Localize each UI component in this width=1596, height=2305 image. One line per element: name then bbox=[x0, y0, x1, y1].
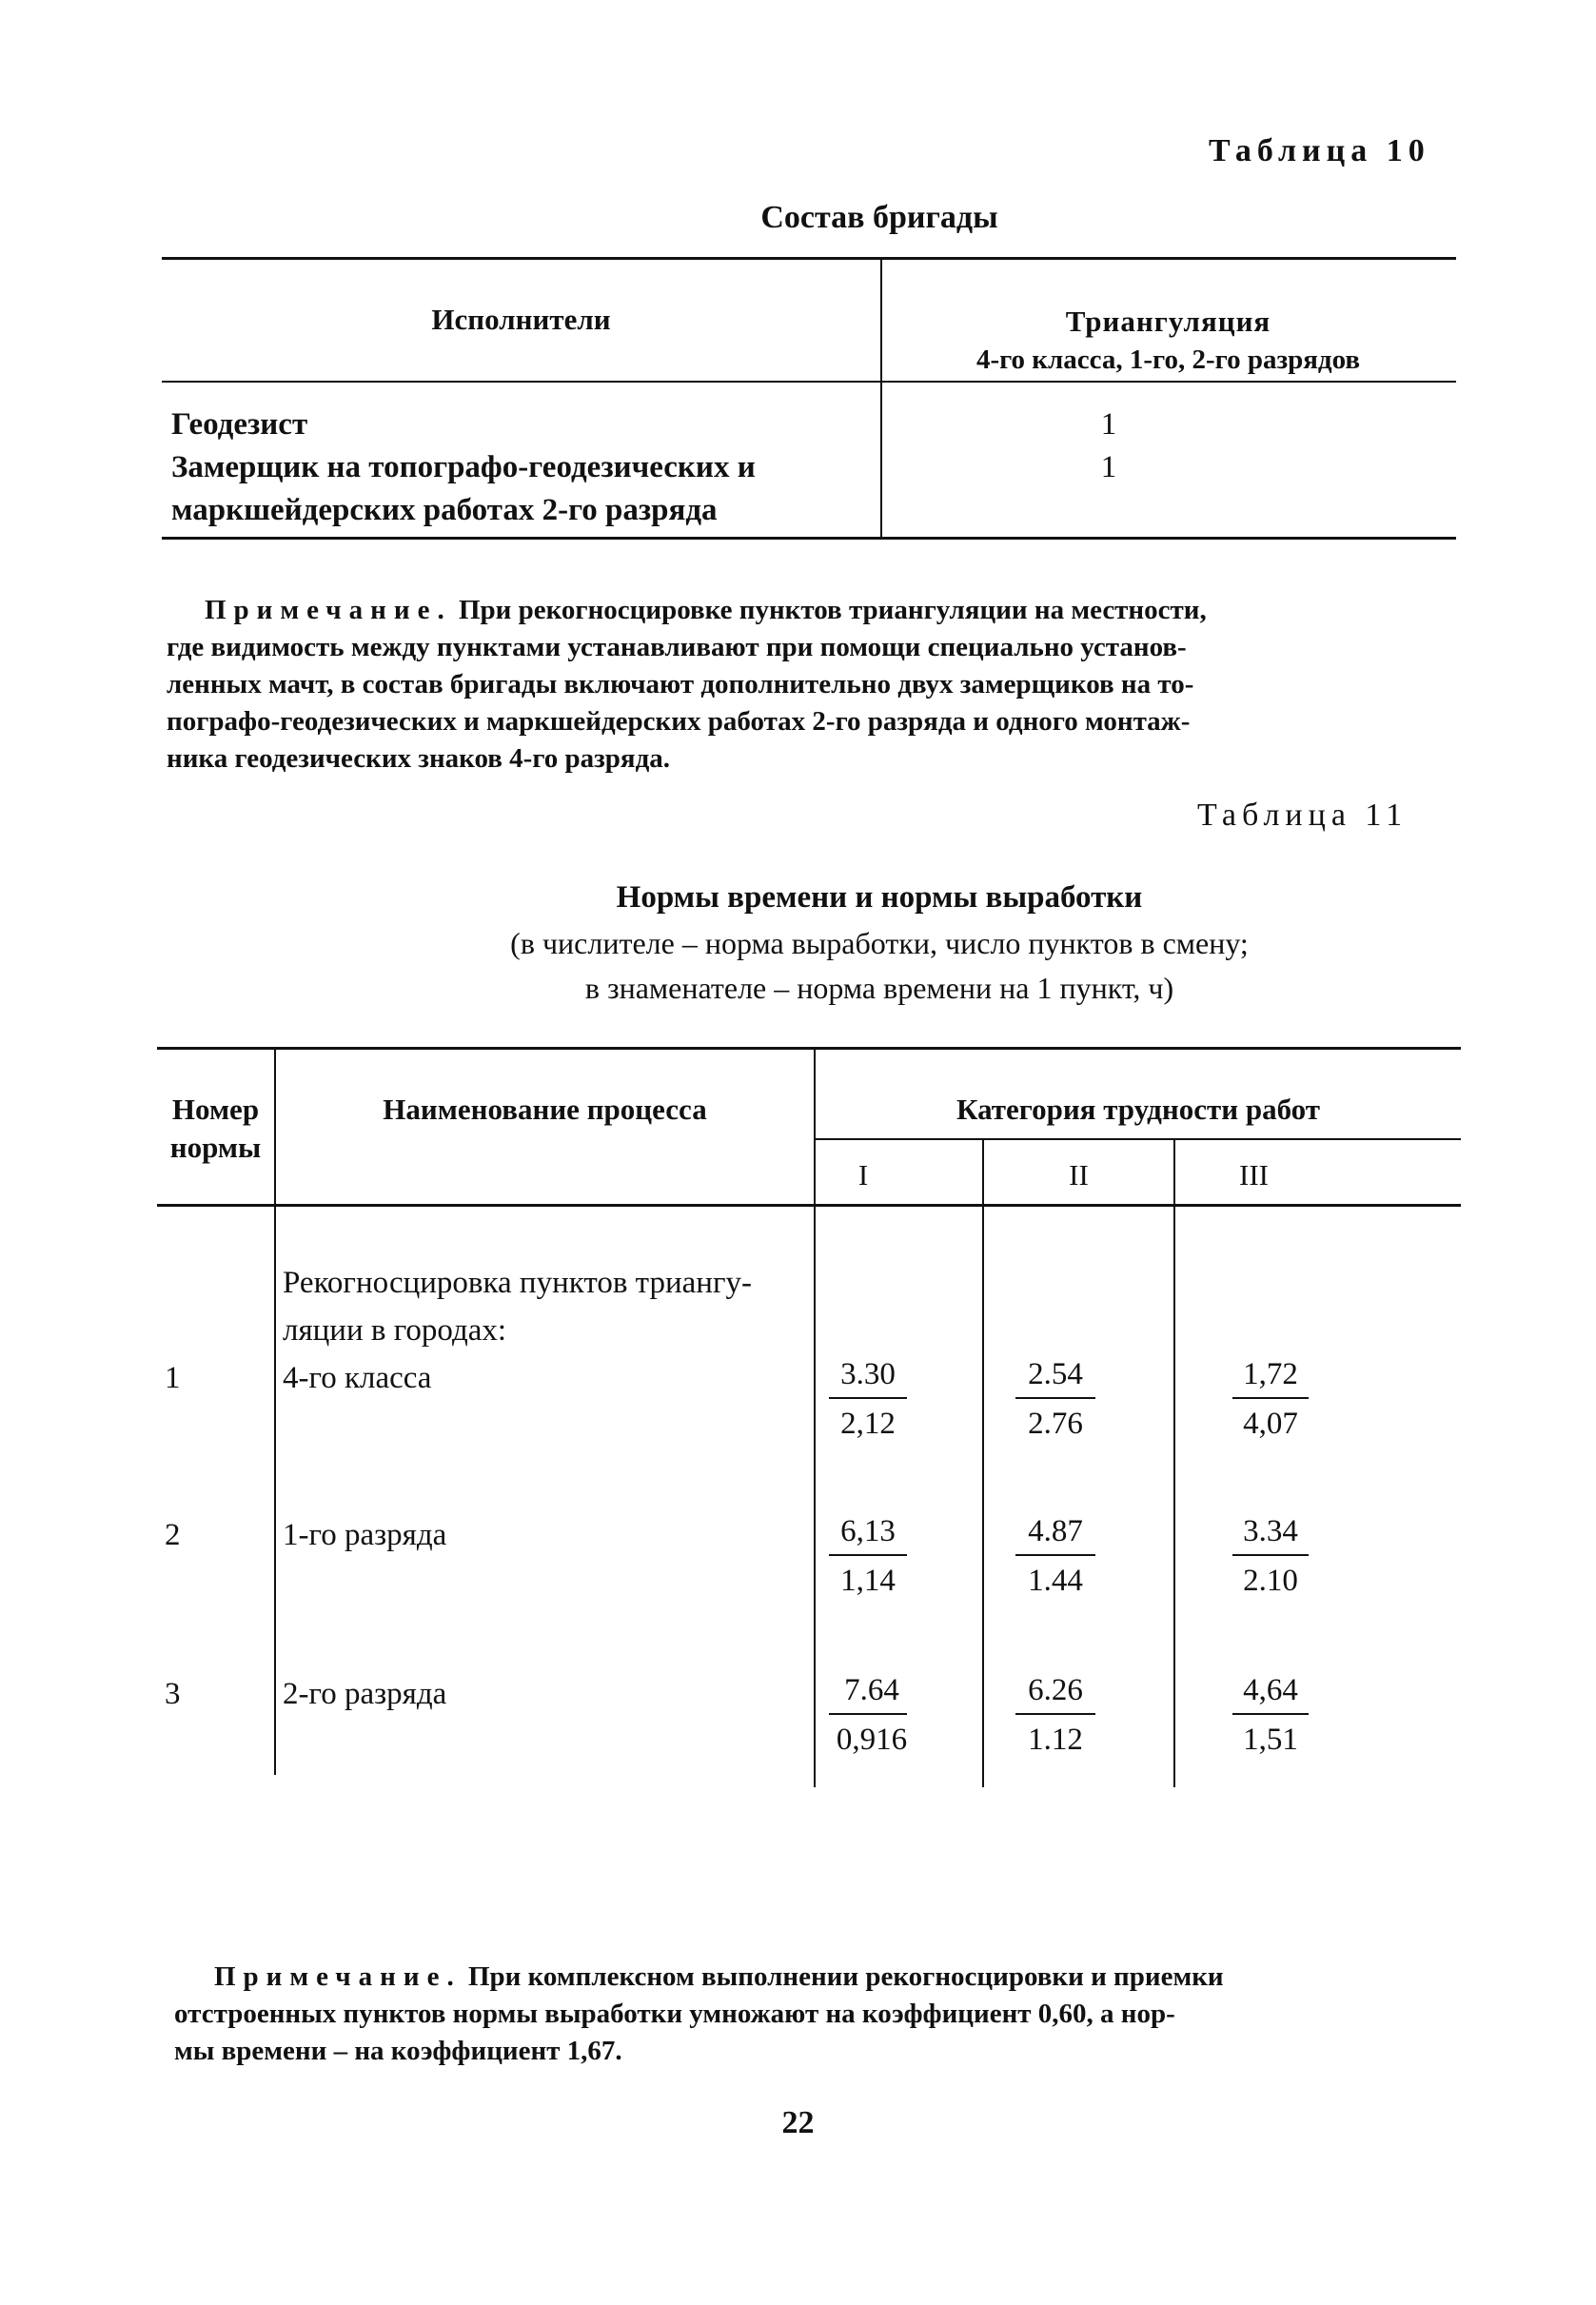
table11-subtitle-line1: (в числителе – норма выработки, число пунктов в смену; bbox=[510, 926, 1249, 960]
table11 bbox=[157, 1047, 1461, 1789]
table11-group-label-line1: Рекогносцировка пунктов триангу- bbox=[283, 1266, 752, 1300]
table11-row2-cat3-output: 3.34 bbox=[1243, 1514, 1298, 1548]
table11-row2-cat1 bbox=[829, 1510, 907, 1602]
table10-row1-value: 1 bbox=[1100, 407, 1117, 442]
table10-bottom-rule bbox=[162, 537, 1456, 540]
table11-number-header-line2: нормы bbox=[169, 1131, 262, 1164]
fraction-bar bbox=[1232, 1713, 1309, 1715]
table10-col2-header-line2: 4-го класса, 1-го, 2-го разрядов bbox=[975, 345, 1361, 375]
table11-label: Таблица 11 bbox=[1197, 798, 1409, 833]
table11-row1-cat2-time: 2.76 bbox=[1028, 1407, 1083, 1441]
note1-line2: где видимость между пунктами устанавливают при помощи специально установ- bbox=[167, 632, 1187, 662]
table11-row2-process: 1-го разряда bbox=[283, 1518, 447, 1552]
fraction-bar bbox=[1015, 1713, 1095, 1715]
fraction-bar bbox=[1232, 1397, 1309, 1399]
table11-row1-cat1-output: 3.30 bbox=[840, 1357, 896, 1391]
fraction-bar bbox=[1015, 1554, 1095, 1556]
table11-row2-number: 2 bbox=[165, 1518, 181, 1552]
table11-row3-cat2-output: 6.26 bbox=[1028, 1673, 1083, 1707]
table11-row3-cat1-time: 0,916 bbox=[836, 1723, 908, 1757]
table11-row2-cat1-output: 6,13 bbox=[840, 1514, 896, 1548]
table11-row3-cat3-time: 1,51 bbox=[1243, 1723, 1298, 1757]
table10-col1-header: Исполнители bbox=[431, 303, 611, 336]
table10-col2-header-line1: Триангуляция bbox=[1065, 305, 1271, 338]
table11-row1-cat2-output: 2.54 bbox=[1028, 1357, 1083, 1391]
note1-line4: пографо-геодезических и маркшейдерских работах 2-го разряда и одного монтаж- bbox=[167, 706, 1191, 737]
table11-row1-cat1-time: 2,12 bbox=[840, 1407, 896, 1441]
table10-top-rule bbox=[162, 257, 1456, 260]
note1-prefix: Примечание. bbox=[205, 595, 452, 625]
table11-category-header: Категория трудности работ bbox=[956, 1093, 1320, 1126]
note2-prefix: Примечание. bbox=[214, 1961, 462, 1992]
table11-row1-cat3-output: 1,72 bbox=[1243, 1357, 1298, 1391]
table10-header-rule bbox=[162, 381, 1456, 383]
table11-row1-process: 4-го класса bbox=[283, 1361, 432, 1395]
fraction-bar bbox=[1232, 1554, 1309, 1556]
table11-row3-cat1-output: 7.64 bbox=[844, 1673, 899, 1707]
table11-row3-cat1 bbox=[829, 1669, 915, 1761]
table11-row1-cat3-time: 4,07 bbox=[1243, 1407, 1298, 1441]
fraction-bar bbox=[829, 1554, 907, 1556]
table11-header-rule bbox=[157, 1204, 1461, 1207]
note1-line3: ленных мачт, в состав бригады включают дополнительно двух замерщиков на то- bbox=[167, 669, 1194, 699]
table11-row3-process: 2-го разряда bbox=[283, 1677, 447, 1711]
table10-row2-label-line2: маркшейдерских работах 2-го разряда bbox=[171, 493, 718, 527]
table10-label: Таблица 10 bbox=[1209, 133, 1430, 168]
note1 bbox=[167, 592, 1432, 778]
table11-row1-number: 1 bbox=[165, 1361, 181, 1395]
table11-row1-cat2 bbox=[1015, 1353, 1095, 1445]
table11-row2-cat2-output: 4.87 bbox=[1028, 1514, 1083, 1548]
table11-subtitle-line2: в знаменателе – норма времени на 1 пункт, ч) bbox=[584, 971, 1174, 1005]
table11-title: Нормы времени и нормы выработки bbox=[616, 880, 1143, 915]
table11-row3-cat2 bbox=[1015, 1669, 1095, 1761]
table11-row2-cat2-time: 1.44 bbox=[1028, 1564, 1083, 1598]
table10-row2-label-line1: Замерщик на топографо-геодезических и bbox=[171, 450, 756, 484]
note2-line3: мы времени – на коэффициент 1,67. bbox=[174, 2036, 622, 2066]
table11-col-divider-4 bbox=[1173, 1138, 1175, 1787]
note2-line1: Примечание. При комплексном выполнении рекогносцировки и приемки bbox=[214, 1961, 1224, 1992]
note1-line1: Примечание. При рекогносцировке пунктов триангуляции на местности, bbox=[205, 595, 1207, 625]
table10-column-divider bbox=[880, 257, 882, 539]
fraction-bar bbox=[1015, 1397, 1095, 1399]
table11-process-header: Наименование процесса bbox=[383, 1093, 707, 1126]
table11-category-1: I bbox=[857, 1158, 869, 1192]
table11-col-divider-3 bbox=[982, 1138, 984, 1787]
note1-line5: ника геодезических знаков 4-го разряда. bbox=[167, 743, 671, 774]
table11-row2-cat2 bbox=[1015, 1510, 1095, 1602]
table11-row1-cat3 bbox=[1232, 1353, 1309, 1445]
table11-row3-number: 3 bbox=[165, 1677, 181, 1711]
table11-row2-cat3-time: 2.10 bbox=[1243, 1564, 1298, 1598]
table11-row2-cat1-time: 1,14 bbox=[840, 1564, 896, 1598]
table11-top-rule bbox=[157, 1047, 1461, 1050]
table10-title: Состав бригады bbox=[760, 200, 998, 235]
note2 bbox=[174, 1959, 1437, 2070]
table11-group-label-line2: ляции в городах: bbox=[283, 1313, 507, 1348]
table11-row2-cat3 bbox=[1232, 1510, 1309, 1602]
table11-category-3: III bbox=[1239, 1158, 1269, 1192]
fraction-bar bbox=[829, 1397, 907, 1399]
table11-col-divider-1 bbox=[274, 1047, 276, 1775]
table11-row3-cat2-time: 1.12 bbox=[1028, 1723, 1083, 1757]
table11-row3-cat3 bbox=[1232, 1669, 1309, 1761]
table11-row3-cat3-output: 4,64 bbox=[1243, 1673, 1298, 1707]
page-number: 22 bbox=[781, 2105, 815, 2140]
table11-category-rule bbox=[814, 1138, 1461, 1140]
fraction-bar bbox=[829, 1713, 907, 1715]
table11-category-2: II bbox=[1069, 1158, 1089, 1192]
table10-row1-label: Геодезист bbox=[171, 407, 308, 442]
table10 bbox=[162, 257, 1456, 542]
table10-row2-value: 1 bbox=[1100, 450, 1117, 484]
note2-line2: отстроенных пунктов нормы выработки умножают на коэффициент 0,60, а нор- bbox=[174, 1999, 1175, 2029]
table11-row1-cat1 bbox=[829, 1353, 907, 1445]
table11-number-header-line1: Номер bbox=[171, 1093, 260, 1126]
